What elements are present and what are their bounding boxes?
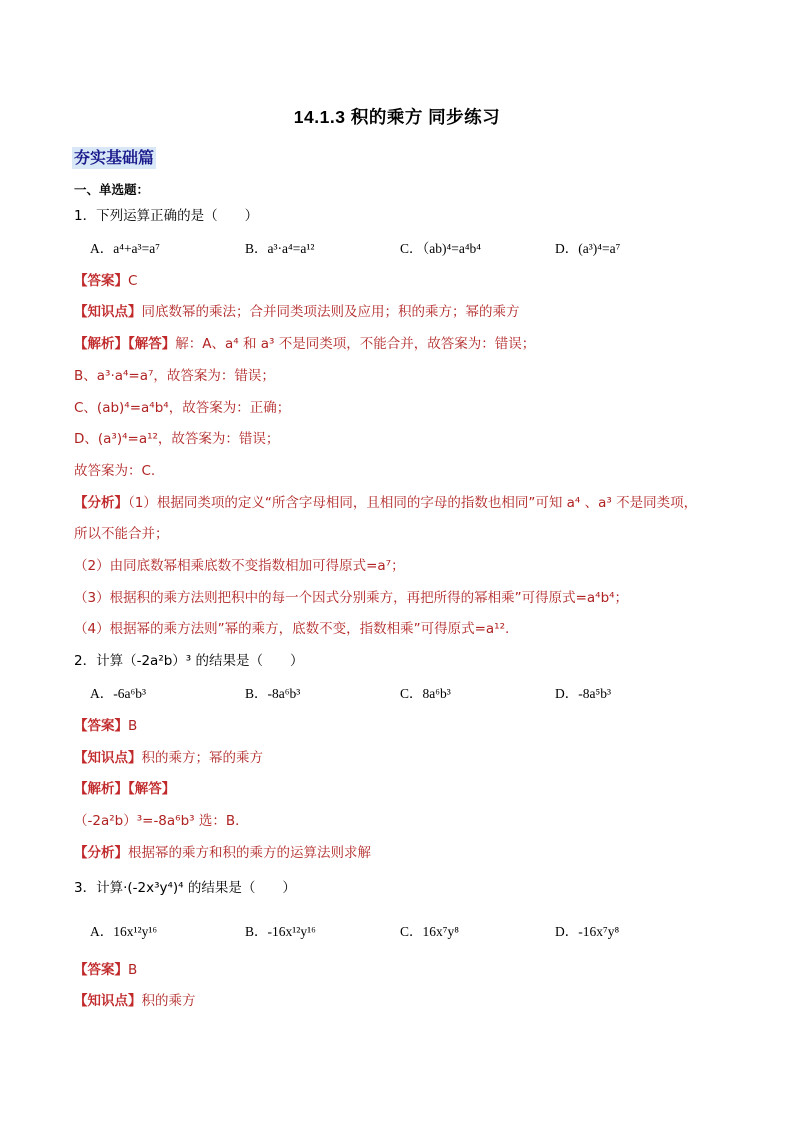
section-heading: 夯实基础篇 xyxy=(74,148,155,167)
q2-solution-heading: 【解析】【解答】 xyxy=(74,781,176,797)
q1-solution-line: 故答案为：C. xyxy=(74,463,156,479)
q2-option-b: B．-8a⁶b³ xyxy=(245,686,301,701)
q1-answer: 【答案】C xyxy=(74,273,138,289)
q2-option-a: A．-6a⁶b³ xyxy=(90,686,146,701)
q1-analysis-line: 所以不能合并； xyxy=(74,526,169,542)
q3-stem: 3．计算·(-2x³y⁴)⁴ 的结果是（ ） xyxy=(74,880,296,896)
q2-knowledge-points: 【知识点】积的乘方；幂的乘方 xyxy=(74,750,263,766)
question-type-heading: 一、单选题： xyxy=(74,182,150,197)
q1-solution-line: D、(a³)⁴=a¹²，故答案为：错误； xyxy=(74,431,280,447)
q3-knowledge-points: 【知识点】积的乘方 xyxy=(74,993,196,1009)
q1-knowledge-points: 【知识点】同底数幂的乘法；合并同类项法则及应用；积的乘方；幂的乘方 xyxy=(74,304,520,320)
q1-analysis-line: （4）根据幂的乘方法则”幂的乘方，底数不变，指数相乘”可得原式=a¹². xyxy=(74,621,510,637)
q1-analysis-line: （3）根据积的乘方法则把积中的每一个因式分别乘方，再把所得的幂相乘”可得原式=a⁴b⁴； xyxy=(74,590,629,606)
q1-solution-line: 【解析】【解答】解：A、a⁴ 和 a³ 不是同类项，不能合并，故答案为：错误； xyxy=(74,336,536,352)
q3-option-a: A．16x¹²y¹⁶ xyxy=(90,924,158,939)
q1-option-c: C．（ab)⁴=a⁴b⁴ xyxy=(400,241,481,256)
q3-option-b: B．-16x¹²y¹⁶ xyxy=(245,924,316,939)
q2-answer: 【答案】B xyxy=(74,718,138,734)
q3-option-d: D．-16x⁷y⁸ xyxy=(555,924,620,939)
q1-solution-line: B、a³·a⁴=a⁷，故答案为：错误； xyxy=(74,368,275,384)
q1-stem: 1．下列运算正确的是（ ） xyxy=(74,208,259,224)
q3-answer: 【答案】B xyxy=(74,962,138,978)
q2-option-c: C．8a⁶b³ xyxy=(400,686,451,701)
q2-option-d: D．-8a⁵b³ xyxy=(555,686,611,701)
q2-solution-line: （-2a²b）³=-8a⁶b³ 选：B． xyxy=(74,813,249,829)
q1-option-a: A．a⁴+a³=a⁷ xyxy=(90,241,160,256)
page-title: 14.1.3 积的乘方 同步练习 xyxy=(293,107,501,127)
q2-stem: 2．计算（-2a²b）³ 的结果是（ ） xyxy=(74,653,304,669)
q1-option-b: B．a³·a⁴=a¹² xyxy=(245,241,315,256)
q1-analysis-line: （2）由同底数幂相乘底数不变指数相加可得原式=a⁷； xyxy=(74,558,405,574)
q1-solution-line: C、(ab)⁴=a⁴b⁴，故答案为：正确； xyxy=(74,400,291,416)
q2-analysis: 【分析】根据幂的乘方和积的乘方的运算法则求解 xyxy=(74,845,371,861)
q1-analysis-line: 【分析】（1）根据同类项的定义“所含字母相同，且相同的字母的指数也相同”可知 a⁴ 、a³ 不是同类项， xyxy=(74,495,698,511)
q1-option-d: D．(a³)⁴=a⁷ xyxy=(555,241,621,256)
q3-option-c: C．16x⁷y⁸ xyxy=(400,924,459,939)
